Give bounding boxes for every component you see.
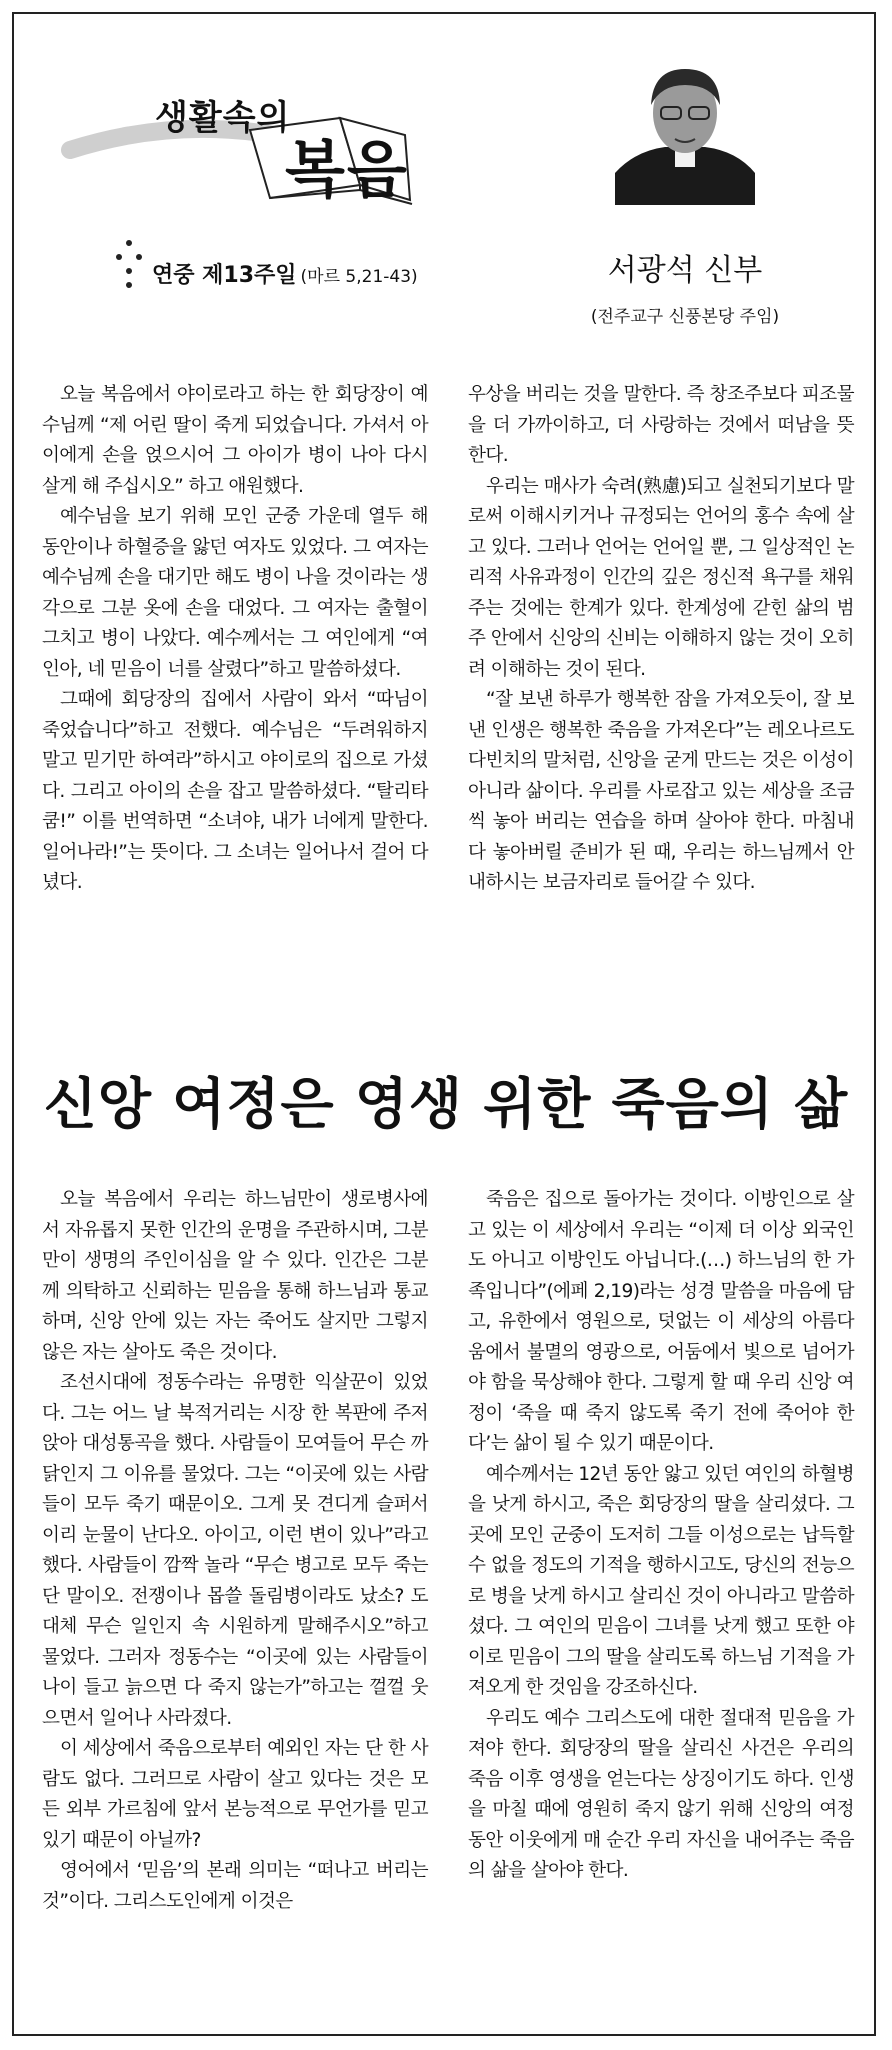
column-4 <box>468 1185 854 1887</box>
paragraph: 오늘 복음에서 우리는 하느님만이 생로병사에서 자유롭지 못한 인간의 운명을 주관하시며, 그분만이 생명의 주인이심을 알 수 있다. 인간은 그분께 의탁하고 신뢰하는 믿음을 통해 하느님과 통교하며, 신앙 안에 있는 자는 죽어도 살지만 그렇지 않은 자는 살아도 죽은 것이다. <box>42 1189 428 1363</box>
paragraph: 예수님을 보기 위해 모인 군중 가운데 열두 해 동안이나 하혈증을 앓던 여자도 있었다. 그 여자는 예수님께 손을 대기만 해도 병이 나을 것이라는 생각으로 그분 옷에 손을 대었다. 그 여자는 출혈이 그치고 병이 나았다. 예수께서는 그 여인에게 “여인아, 네 믿음이 너를 살렸다”하고 말씀하셨다. <box>42 506 428 680</box>
logo-big-text: 복음 <box>285 133 409 206</box>
column-1 <box>42 380 428 899</box>
scripture-reference: (마르 5,21-43) <box>300 267 418 287</box>
paragraph: 예수께서는 12년 동안 앓고 있던 여인의 하혈병을 낫게 하시고, 죽은 회당장의 딸을 살리셨다. 그곳에 모인 군중이 도저히 그들 이성으로는 납득할 수 없을 정도의 기적을 행하시고도, 당신의 전능으로 병을 낫게 하시고 살리신 것이 아니라고 말씀하셨다. 그 여인의 믿음이 그녀를 낫게 했고 또한 야이로 믿음이 그의 딸을 살리도록 하느님 기적을 가져오게 한 것임을 강조하신다. <box>468 1463 854 1698</box>
liturgical-day <box>152 258 418 289</box>
column-2 <box>468 380 854 899</box>
cross-dots-icon <box>122 240 136 290</box>
article-headline: 신앙 여정은 영생 위한 죽음의 삶 <box>43 1072 849 1136</box>
sunday-title: 연중 제13주일 <box>152 263 297 288</box>
paragraph: 이 세상에서 죽음으로부터 예외인 자는 단 한 사람도 없다. 그러므로 사람이 살고 있다는 것은 모든 외부 가르침에 앞서 본능적으로 무언가를 믿고 있기 때문이 아닐까? <box>42 1738 428 1851</box>
column-3 <box>42 1185 428 1917</box>
paragraph: 우상을 버리는 것을 말한다. 즉 창조주보다 피조물을 더 가까이하고, 더 사랑하는 것에서 떠남을 뜻한다. <box>468 384 854 466</box>
author-name: 서광석 신부 <box>607 253 763 288</box>
paragraph: 그때에 회당장의 집에서 사람이 와서 “따님이 죽었습니다”하고 전했다. 예수님은 “두려워하지 말고 믿기만 하여라”하시고 야이로의 집으로 가셨다. 그리고 아이의 손을 잡고 말씀하셨다. “탈리타 쿰!” 이를 번역하면 “소녀야, 내가 너에게 말한다. 일어나라!”는 뜻이다. 그 소녀는 일어나서 걸어 다녔다. <box>42 689 428 893</box>
paragraph: 오늘 복음에서 야이로라고 하는 한 회당장이 예수님께 “제 어린 딸이 죽게 되었습니다. 가셔서 아이에게 손을 얹으시어 그 아이가 병이 나아 다시 살게 해 주십시오” 하고 애원했다. <box>42 384 428 497</box>
column-header <box>0 0 892 340</box>
paragraph: 우리는 매사가 숙려(熟慮)되고 실천되기보다 말로써 이해시키거나 규정되는 언어의 홍수 속에 살고 있다. 그러나 언어는 언어일 뿐, 그 일상적인 논리적 사유과정이 인간의 깊은 정신적 욕구를 채워주는 것에는 한계가 있다. 한계성에 갇힌 삶의 범주 안에서 신앙의 신비는 이해하지 않는 것이 오히려 이해하는 것이 된다. <box>468 475 854 680</box>
author-position: (전주교구 신풍본당 주임) <box>590 307 780 327</box>
author-photo <box>615 55 755 205</box>
paragraph: 죽음은 집으로 돌아가는 것이다. 이방인으로 살고 있는 이 세상에서 우리는 “이제 더 이상 외국인도 아니고 이방인도 아닙니다.(…) 하느님의 한 가족입니다”(에페 2,19)라는 성경 말씀을 마음에 담고, 유한에서 영원으로, 덧없는 이 세상의 아름다움에서 불멸의 영광으로, 어둠에서 빛으로 넘어가야 함을 묵상해야 한다. 그렇게 할 때 우리 신앙 여정이 ‘죽을 때 죽지 않도록 죽기 전에 죽어야 한다’는 삶이 될 수 있기 때문이다. <box>468 1189 854 1454</box>
paragraph: 영어에서 ‘믿음’의 본래 의미는 “떠나고 버리는 것”이다. 그리스도인에게 이것은 <box>42 1860 428 1912</box>
paragraph: “잘 보낸 하루가 행복한 잠을 가져오듯이, 잘 보낸 인생은 행복한 죽음을 가져온다”는 레오나르도 다빈치의 말처럼, 신앙을 굳게 만드는 것은 이성이 아니라 삶이다. 우리를 사로잡고 있는 세상을 조금씩 놓아 버리는 연습을 하며 살아야 한다. 마침내 다 놓아버릴 준비가 된 때, 우리는 하느님께서 안내하시는 보금자리로 들어갈 수 있다. <box>468 689 854 893</box>
paragraph: 우리도 예수 그리스도에 대한 절대적 믿음을 가져야 한다. 회당장의 딸을 살리신 사건은 우리의 죽음 이후 영생을 얻는다는 상징이기도 하다. 인생을 마칠 때에 영원히 죽지 않기 위해 신앙의 여정 동안 이웃에게 매 순간 우리 자신을 내어주는 죽음의 삶을 살아야 한다. <box>468 1707 854 1881</box>
logo-small-text: 생활속의 <box>155 98 291 138</box>
paragraph: 조선시대에 정동수라는 유명한 익살꾼이 있었다. 그는 어느 날 북적거리는 시장 한 복판에 주저앉아 대성통곡을 했다. 사람들이 모여들어 무슨 까닭인지 그 이유를 물었다. 그는 “이곳에 있는 사람들이 모두 죽기 때문이오. 그게 못 견디게 슬퍼서 이리 눈물이 난다오. 아이고, 이런 변이 있나”라고 했다. 사람들이 깜짝 놀라 “무슨 병고로 모두 죽는단 말이오. 전쟁이나 몹쓸 돌림병이라도 났소? 도대체 무슨 일인지 속 시원하게 말해주시오”하고 물었다. 그러자 정동수는 “이곳에 있는 사람들이 나이 들고 늙으면 다 죽지 않는가”하고는 껄껄 웃으면서 일어나 사라졌다. <box>42 1372 428 1729</box>
gospel-in-life-logo <box>60 90 420 220</box>
